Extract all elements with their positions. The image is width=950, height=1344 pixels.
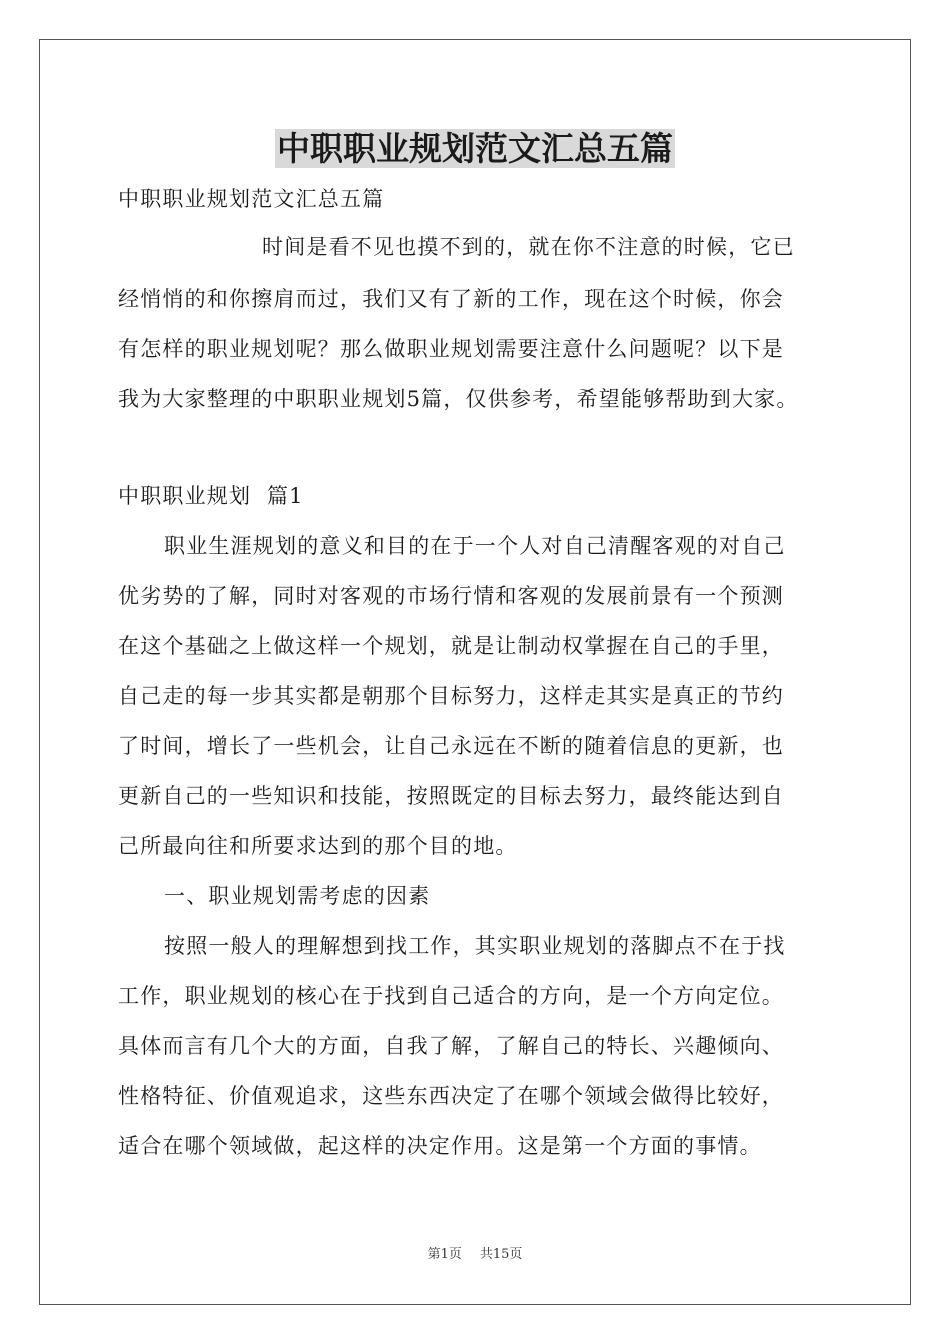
section-heading: 中职职业规划 篇1 [118,484,304,508]
paragraph-line: 工作，职业规划的核心在于找到自己适合的方向，是一个方向定位。 [118,984,784,1008]
paragraph-line: 适合在哪个领域做，起这样的决定作用。这是第一个方面的事情。 [118,1134,762,1158]
intro-line: 我为大家整理的中职职业规划5篇，仅供参考，希望能够帮助到大家。 [118,387,799,411]
document-title [0,126,950,172]
paragraph-line: 更新自己的一些知识和技能，按照既定的目标去努力，最终能达到自 [118,784,784,808]
page-number: 第1页 [427,1247,462,1262]
paragraph-line: 性格特征、价值观追求，这些东西决定了在哪个领域会做得比较好， [118,1084,784,1108]
page-total: 共15页 [479,1247,523,1262]
paragraph-line: 按照一般人的理解想到找工作，其实职业规划的落脚点不在于找 [164,934,786,958]
document-body [118,178,838,1171]
intro-line: 经悄悄的和你擦肩而过，我们又有了新的工作，现在这个时候，你会 [118,287,784,311]
page-footer [0,1246,950,1264]
paragraph-line: 己所最向往和所要求达到的那个目的地。 [118,834,518,858]
subheading: 一、职业规划需考虑的因素 [164,884,431,908]
document-subtitle: 中职职业规划范文汇总五篇 [118,187,385,211]
document-title-text: 中职职业规划范文汇总五篇 [277,129,673,168]
intro-line: 时间是看不见也摸不到的，就在你不注意的时候，它已 [262,235,795,259]
paragraph-line: 具体而言有几个大的方面，自我了解，了解自己的特长、兴趣倾向、 [118,1034,784,1058]
blank-line [118,424,838,471]
paragraph-line: 职业生涯规划的意义和目的在于一个人对自己清醒客观的对自己 [164,534,786,558]
paragraph-line: 在这个基础之上做这样一个规划，就是让制动权掌握在自己的手里， [118,634,784,658]
paragraph-line: 了时间，增长了一些机会，让自己永远在不断的随着信息的更新，也 [118,734,784,758]
paragraph-line: 自己走的每一步其实都是朝那个目标努力，这样走其实是真正的节约 [118,684,784,708]
paragraph-line: 优劣势的了解，同时对客观的市场行情和客观的发展前景有一个预测 [118,584,784,608]
intro-line: 有怎样的职业规划呢？那么做职业规划需要注意什么问题呢？以下是 [118,337,784,361]
